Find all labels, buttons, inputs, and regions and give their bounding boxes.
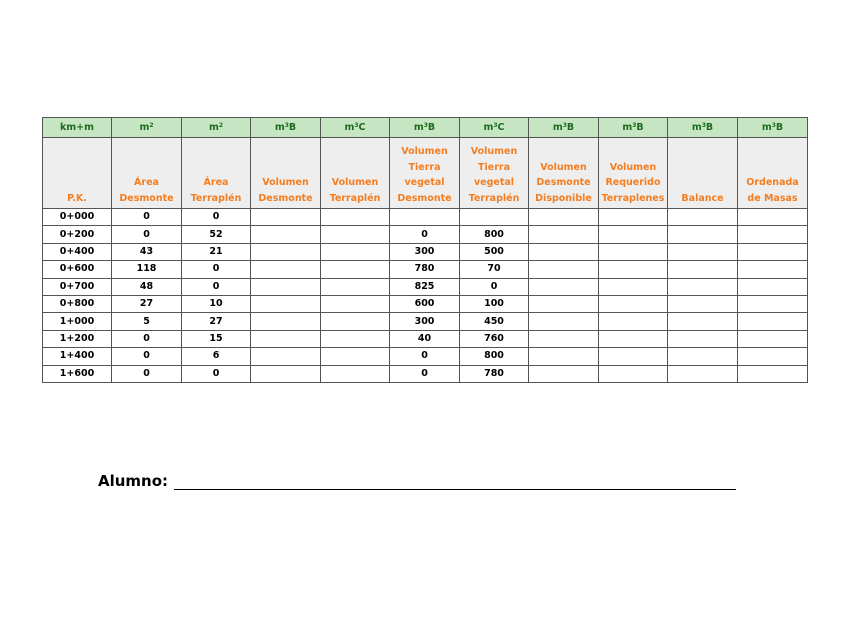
unit-exponent: 3 [771, 121, 776, 129]
data-cell [738, 226, 808, 243]
unit-exponent: 3 [632, 121, 637, 129]
unit-base: m [552, 121, 563, 133]
data-cell [251, 243, 321, 260]
data-cell [599, 261, 668, 278]
unit-header-cell [251, 118, 321, 138]
station-cell: 1+200 [43, 330, 112, 347]
table-body [43, 209, 808, 383]
data-cell [321, 330, 390, 347]
column-header-line: Terraplén [190, 192, 242, 204]
data-cell: 0 [182, 261, 251, 278]
data-cell [251, 278, 321, 295]
data-cell: 500 [460, 243, 529, 260]
unit-header-cell [182, 118, 251, 138]
data-cell: 0 [182, 209, 251, 226]
data-cell: 15 [182, 330, 251, 347]
unit-suffix: B [288, 121, 297, 133]
column-header-line: vegetal [404, 177, 445, 188]
data-cell [599, 278, 668, 295]
data-cell: 0 [390, 365, 460, 382]
data-cell [738, 313, 808, 330]
column-header-cell [321, 138, 390, 209]
data-cell: 21 [182, 243, 251, 260]
data-cell [738, 295, 808, 312]
unit-base: m [344, 121, 355, 133]
student-name-field [98, 472, 736, 490]
unit-header-cell [668, 118, 738, 138]
column-header-cell [43, 138, 112, 209]
station-cell: 1+000 [43, 313, 112, 330]
unit-base: m [208, 121, 219, 133]
data-cell [529, 278, 599, 295]
column-header-line: Desmonte [119, 192, 174, 204]
data-cell [668, 295, 738, 312]
unit-base: m [413, 121, 424, 133]
unit-suffix: B [775, 121, 784, 133]
data-cell: 52 [182, 226, 251, 243]
data-cell [738, 209, 808, 226]
column-header-line: Terraplén [468, 192, 520, 204]
data-cell: 118 [112, 261, 182, 278]
station-cell: 0+400 [43, 243, 112, 260]
unit-base: m [761, 121, 772, 133]
data-cell [668, 226, 738, 243]
unit-base: m [139, 121, 150, 133]
data-cell [668, 261, 738, 278]
column-header-line: Volumen [331, 177, 379, 188]
unit-header-cell [738, 118, 808, 138]
data-cell: 10 [182, 295, 251, 312]
data-cell [321, 226, 390, 243]
data-cell [529, 243, 599, 260]
column-header-cell [251, 138, 321, 209]
data-cell [599, 226, 668, 243]
data-cell [321, 365, 390, 382]
column-header-cell [599, 138, 668, 209]
data-cell: 825 [390, 278, 460, 295]
column-header-line: Tierra [478, 161, 510, 173]
unit-header-cell [599, 118, 668, 138]
table-row [43, 348, 808, 365]
station-cell: 0+800 [43, 295, 112, 312]
column-header-cell [529, 138, 599, 209]
column-header-cell [182, 138, 251, 209]
data-cell [529, 365, 599, 382]
table-row [43, 278, 808, 295]
unit-exponent: 2 [218, 121, 224, 129]
data-cell [599, 348, 668, 365]
unit-exponent: 2 [149, 121, 154, 129]
station-cell: 0+200 [43, 226, 112, 243]
table-row [43, 243, 808, 260]
table-row [43, 365, 808, 382]
student-label: Alumno: [98, 472, 169, 490]
data-cell [321, 278, 390, 295]
earthwork-table [42, 117, 808, 383]
data-cell: 780 [390, 261, 460, 278]
data-cell [460, 209, 529, 226]
unit-header-cell [321, 118, 390, 138]
unit-exponent: 3 [284, 121, 289, 129]
data-cell: 0 [112, 348, 182, 365]
data-cell [738, 261, 808, 278]
unit-suffix: B [705, 121, 714, 133]
data-cell [251, 209, 321, 226]
data-cell [599, 243, 668, 260]
station-cell: 1+600 [43, 365, 112, 382]
table-row [43, 295, 808, 312]
data-cell: 0 [112, 209, 182, 226]
data-cell [251, 313, 321, 330]
column-header-cell [112, 138, 182, 209]
table-row [43, 330, 808, 347]
data-cell: 800 [460, 348, 529, 365]
data-cell [529, 330, 599, 347]
data-cell [321, 209, 390, 226]
station-cell: 0+000 [43, 209, 112, 226]
data-cell [529, 295, 599, 312]
column-header-line: Volumen [609, 161, 657, 173]
data-cell: 800 [460, 226, 529, 243]
data-cell [251, 261, 321, 278]
data-cell: 0 [182, 365, 251, 382]
unit-header-cell [460, 118, 529, 138]
data-cell [668, 278, 738, 295]
column-header-line: Volumen [470, 146, 518, 157]
unit-suffix: C [497, 121, 505, 133]
unit-base: m [274, 121, 285, 133]
data-cell: 70 [460, 261, 529, 278]
data-cell [251, 295, 321, 312]
data-cell: 40 [390, 330, 460, 347]
student-name-blank-line[interactable] [174, 474, 736, 490]
column-header-line: Requerido [605, 177, 661, 188]
data-cell [738, 278, 808, 295]
column-header-line: Volumen [540, 161, 587, 173]
data-cell [529, 348, 599, 365]
data-cell [599, 313, 668, 330]
data-cell: 0 [182, 278, 251, 295]
station-cell: 1+400 [43, 348, 112, 365]
data-cell [529, 313, 599, 330]
data-cell [251, 226, 321, 243]
column-header-cell [668, 138, 738, 209]
unit-exponent: 3 [493, 121, 498, 129]
data-cell [668, 330, 738, 347]
data-cell: 780 [460, 365, 529, 382]
data-cell [668, 209, 738, 226]
column-header-line: Volumen [401, 146, 448, 157]
data-cell [321, 243, 390, 260]
data-cell [599, 365, 668, 382]
unit-header-cell [43, 118, 112, 138]
unit-suffix: C [358, 121, 366, 133]
column-header-line: Balance [681, 192, 724, 204]
column-header-line: Ordenada [746, 177, 799, 188]
column-header-cell [738, 138, 808, 209]
data-cell [599, 330, 668, 347]
data-cell: 27 [112, 295, 182, 312]
data-cell: 0 [460, 278, 529, 295]
data-cell: 450 [460, 313, 529, 330]
data-cell: 0 [112, 226, 182, 243]
unit-suffix: B [566, 121, 575, 133]
data-cell: 48 [112, 278, 182, 295]
unit-exponent: 3 [354, 121, 359, 129]
unit-exponent: 3 [423, 121, 428, 129]
column-header-line: Terraplenes [601, 192, 665, 204]
data-cell [668, 365, 738, 382]
data-cell: 760 [460, 330, 529, 347]
table-row [43, 261, 808, 278]
unit-base: m [691, 121, 702, 133]
data-cell [599, 209, 668, 226]
data-cell [390, 209, 460, 226]
data-cell [321, 261, 390, 278]
column-header-line: Tierra [408, 161, 441, 173]
column-header-line: de Masas [747, 192, 798, 204]
data-cell: 300 [390, 243, 460, 260]
column-header-line: Área [203, 177, 229, 188]
column-header-line: Terraplén [329, 192, 381, 204]
data-cell [321, 348, 390, 365]
data-cell: 27 [182, 313, 251, 330]
data-cell [738, 330, 808, 347]
data-cell: 0 [390, 348, 460, 365]
station-cell: 0+700 [43, 278, 112, 295]
data-cell: 6 [182, 348, 251, 365]
table-row [43, 226, 808, 243]
column-header-row [43, 138, 808, 209]
column-header-cell [460, 138, 529, 209]
data-cell: 100 [460, 295, 529, 312]
column-header-line: Disponible [535, 192, 592, 204]
data-cell [668, 243, 738, 260]
data-cell: 0 [390, 226, 460, 243]
table-row [43, 209, 808, 226]
unit-exponent: 3 [562, 121, 567, 129]
unit-header-cell [112, 118, 182, 138]
column-header-line: Desmonte [536, 177, 591, 188]
data-cell: 600 [390, 295, 460, 312]
data-cell: 300 [390, 313, 460, 330]
data-cell [738, 365, 808, 382]
data-cell [529, 261, 599, 278]
column-header-line: Volumen [262, 177, 309, 188]
table-row [43, 313, 808, 330]
data-cell [321, 295, 390, 312]
data-cell [529, 209, 599, 226]
unit-suffix: B [427, 121, 436, 133]
station-cell: 0+600 [43, 261, 112, 278]
data-cell [251, 348, 321, 365]
data-cell [738, 243, 808, 260]
unit-suffix: B [636, 121, 644, 133]
data-cell [321, 313, 390, 330]
column-header-line: Desmonte [397, 192, 452, 204]
column-header-line: P.K. [67, 192, 87, 204]
units-header-row [43, 118, 808, 138]
column-header-line: vegetal [473, 177, 515, 188]
column-header-cell [390, 138, 460, 209]
data-cell [738, 348, 808, 365]
data-cell [668, 313, 738, 330]
unit-base: km+m [59, 121, 95, 133]
data-cell [668, 348, 738, 365]
data-cell: 0 [112, 365, 182, 382]
column-header-line: Área [134, 177, 159, 188]
unit-exponent: 3 [701, 121, 706, 129]
data-cell [599, 295, 668, 312]
data-cell [529, 226, 599, 243]
column-header-line: Desmonte [258, 192, 313, 204]
data-cell [251, 330, 321, 347]
data-cell: 0 [112, 330, 182, 347]
data-cell: 5 [112, 313, 182, 330]
data-cell: 43 [112, 243, 182, 260]
data-cell [251, 365, 321, 382]
unit-base: m [483, 121, 494, 133]
unit-base: m [622, 121, 633, 133]
unit-header-cell [390, 118, 460, 138]
unit-header-cell [529, 118, 599, 138]
